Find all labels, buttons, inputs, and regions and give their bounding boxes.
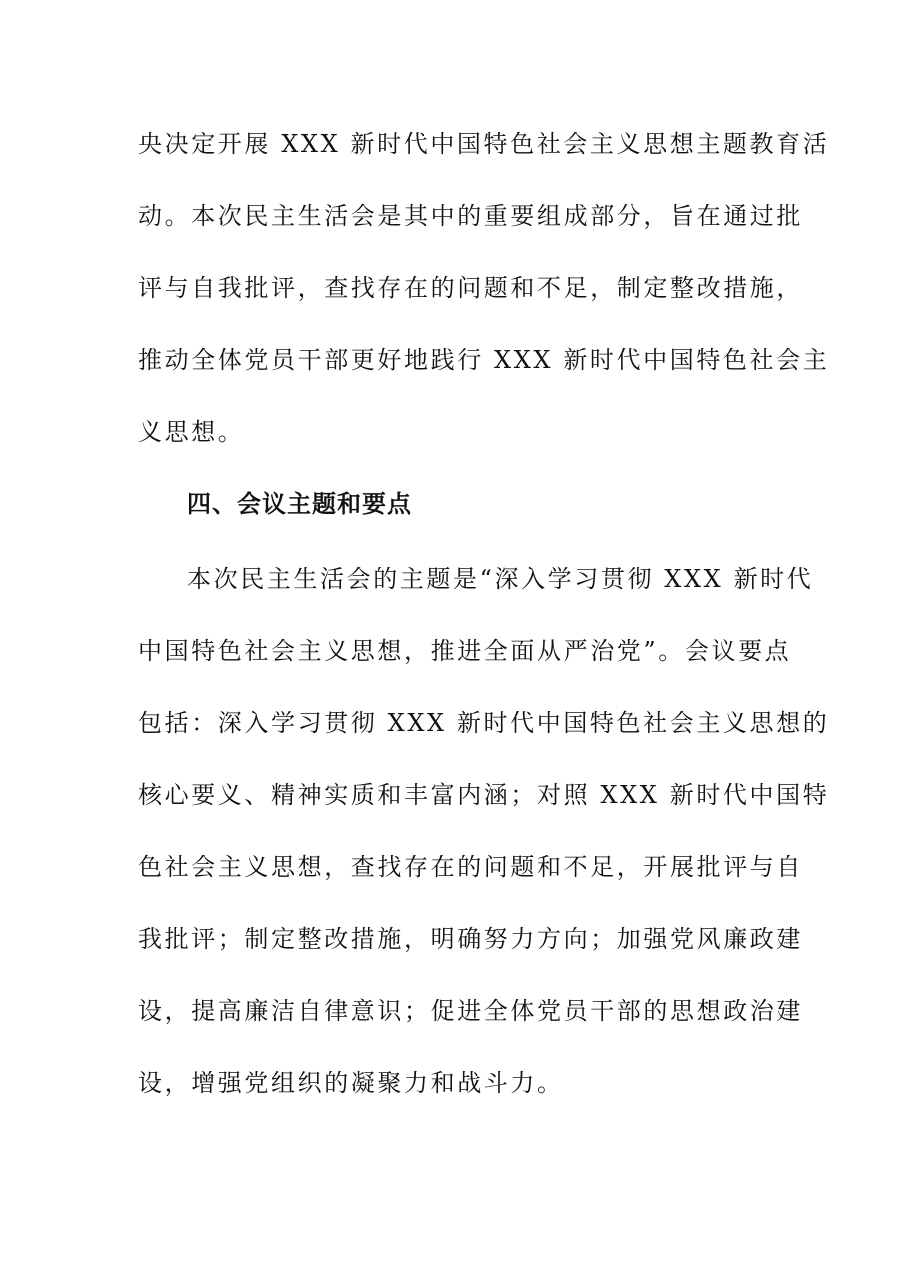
paragraph-2-line-2: 中国特色社会主义思想，推进全面从严治党”。会议要点 <box>138 637 792 665</box>
section-heading: 四、会议主题和要点 <box>187 489 412 518</box>
paragraph-2-line-4: 核心要义、精神实质和丰富内涵；对照 XXX 新时代中国特 <box>138 781 830 809</box>
paragraph-2-line-6: 我批评；制定整改措施，明确努力方向；加强党风廉政建 <box>138 925 803 953</box>
paragraph-1-line-3: 评与自我批评，查找存在的问题和不足，制定整改措施， <box>138 274 803 302</box>
paragraph-1-line-1: 央决定开展 XXX 新时代中国特色社会主义思想主题教育活 <box>138 130 830 158</box>
paragraph-1-line-4: 推动全体党员干部更好地践行 XXX 新时代中国特色社会主 <box>138 346 830 374</box>
paragraph-1-line-2: 动。本次民主生活会是其中的重要组成部分，旨在通过批 <box>138 202 803 230</box>
paragraph-2-line-1: 本次民主生活会的主题是“深入学习贯彻 XXX 新时代 <box>187 565 814 593</box>
paragraph-2-line-7: 设，提高廉洁自律意识；促进全体党员干部的思想政治建 <box>138 997 803 1025</box>
paragraph-1-line-5: 义思想。 <box>138 418 245 446</box>
paragraph-2-line-3: 包括：深入学习贯彻 XXX 新时代中国特色社会主义思想的 <box>138 709 830 737</box>
paragraph-2-line-5: 色社会主义思想，查找存在的问题和不足，开展批评与自 <box>138 853 803 881</box>
paragraph-2-line-8: 设，增强党组织的凝聚力和战斗力。 <box>138 1069 564 1097</box>
